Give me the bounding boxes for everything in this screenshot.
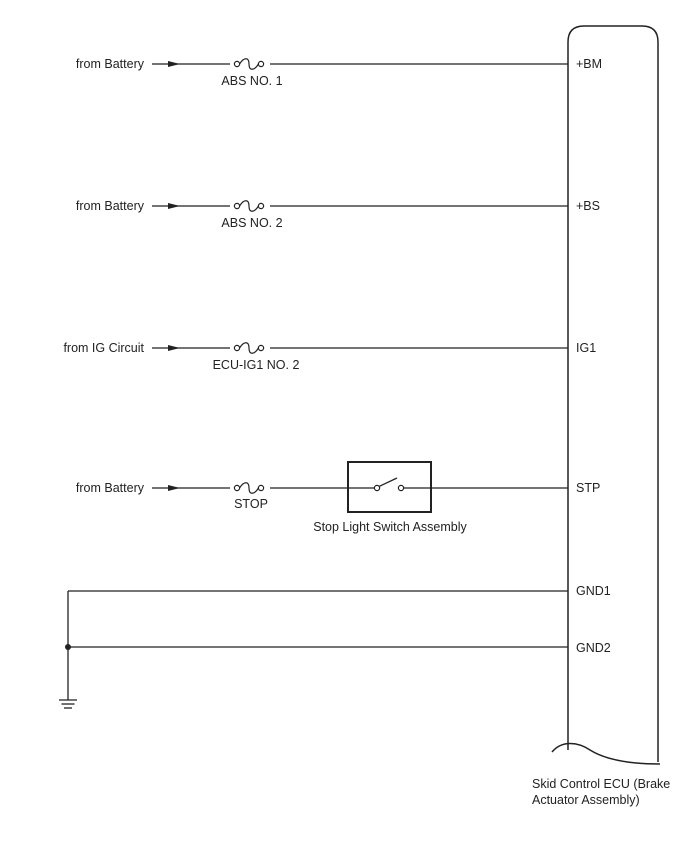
fuse-icon [230,201,270,212]
switch-label: Stop Light Switch Assembly [313,520,467,534]
terminal-label: GND2 [576,641,611,655]
switch-icon [348,462,431,512]
ecu-caption: Skid Control ECU (Brake Actuator Assembly) [532,777,671,807]
ground-icon [59,700,77,708]
fuse-label: ECU-IG1 NO. 2 [212,358,300,372]
arrow-icon [168,485,180,491]
source-label: from Battery [75,57,144,71]
fuse-icon [230,59,270,70]
terminal-label: STP [576,481,601,495]
fuse-icon [230,343,270,354]
fuse-label: STOP [234,497,268,511]
arrow-icon [168,61,180,67]
ground-circuit [59,591,568,708]
terminal-label: GND1 [576,584,611,598]
circuit-ig1 [152,343,568,354]
source-label: from Battery [75,199,144,213]
terminal-label: IG1 [576,341,597,355]
circuit-bm [152,59,568,70]
terminal-label: +BM [576,57,603,71]
terminal-label: +BS [576,199,600,213]
arrow-icon [168,203,180,209]
arrow-icon [168,345,180,351]
fuse-label: ABS NO. 2 [221,216,283,230]
source-label: from Battery [75,481,144,495]
fuse-icon [230,483,270,494]
fuse-label: ABS NO. 1 [221,74,283,88]
junction-dot [65,644,71,650]
source-label: from IG Circuit [63,341,144,355]
circuit-bs [152,201,568,212]
circuit-stp [152,462,568,512]
